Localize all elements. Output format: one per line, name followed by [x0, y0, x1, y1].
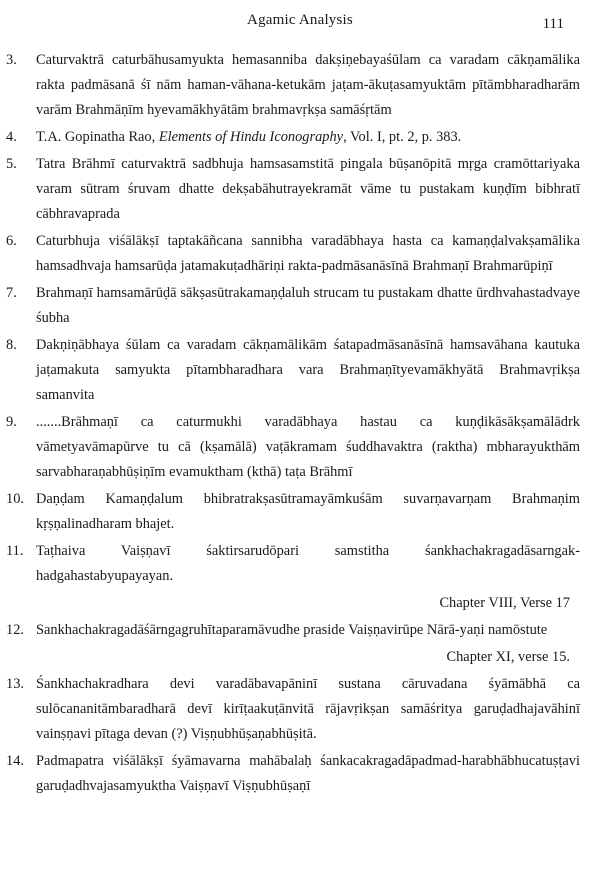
note-number: 3. [6, 52, 17, 68]
book-title: Elements of Hindu Iconography [158, 129, 344, 145]
note-text: .......Brāhmaṇī ca caturmukhi varadābhaya hastau ca kuṇḍikāsākṣamālādrk vāmetyavāmapūrve tu cā (kṣamālā) vaṭākramam śuddhavaktra (raktha) mbharayukthām sarvabharaṇabhūṣiṇīm evamuktham (kthā) taṭa Brāhmī [36, 414, 580, 480]
note-9 [0, 410, 600, 485]
note-text: , Vol. I, pt. 2, p. 383. [343, 129, 462, 145]
chapter-reference: Chapter XI, verse 15. [446, 649, 570, 665]
note-5 [0, 152, 600, 227]
note-11 [0, 539, 600, 589]
note-4 [0, 125, 600, 150]
note-3 [0, 48, 600, 123]
note-number: 10. [6, 491, 24, 507]
note-text: Caturbhuja viśālākṣī taptakāñcana sannibha varadābhaya hasta ca kamaṇḍalvakṣamālika hamsadhvaja hamsarūḍa jatamakuṭadhāriṇi rakta-padmāsanāsīnā Brahmaṇī Brahmarūpiṇī [36, 233, 580, 274]
chapter-reference: Chapter VIII, Verse 17 [439, 595, 570, 611]
page-number: 111 [542, 16, 564, 32]
note-14 [0, 749, 600, 799]
note-text: Padmapatra viśālākṣī śyāmavarna mahābalaḥ śankacakragadāpadmad-harabhābhucatuṣṭavi garuḍadhvajasamyuktha Vaiṣṇavī Viṣṇubhūṣaṇī [36, 753, 580, 794]
note-number: 6. [6, 233, 17, 249]
note-12 [0, 618, 600, 643]
note-text: Śankhachakradhara devi varadābavapāninī sustana cāruvadana śyāmābhā ca sulōcananitāmbaradharā devī kirīṭaakuṭānvitā rājavṛikṣan samāśritya garuḍadhajavāhinī vainṣṇavi pītaga devan (?) Viṣṇubhūṣaṇabhūṣitā. [36, 676, 580, 742]
note-number: 4. [6, 129, 17, 145]
note-text: Dakṇiṇābhaya śūlam ca varadam cākṇamālikām śatapadmāsanāsīnā hamsavāhana kautuka jaṭamakuta samyukta pītambharadhara vara Brahmaṇītyevamākhyātā Brahmavṛikṣa samanvita [36, 337, 580, 403]
running-title: Agamic Analysis [247, 12, 353, 28]
note-number: 5. [6, 156, 17, 172]
note-text: Daṇḍam Kamaṇḍalum bhibratrakṣasūtramayāmkuśām suvarṇavarṇam Brahmaṇim kṛṣṇalinadharam bhajet. [36, 491, 580, 532]
note-text: Brahmaṇī hamsamārūḍā sākṣasūtrakamaṇḍaluh strucam tu pustakam dhatte ūrdhvahastadvaye śubha [36, 285, 580, 326]
note-number: 7. [6, 285, 17, 301]
note-number: 12. [6, 622, 24, 638]
note-number: 11. [6, 543, 24, 559]
note-13 [0, 672, 600, 747]
note-text: Caturvaktrā caturbāhusamyukta hemasanniba dakṣiṇebayaśūlam ca varadam cākṇamālika rakta padmāsanā śī nām haman-vāhana-ketukām jaṭam-ākuṭasamyuktām pītāmbharadharām varām Brahmāṇīm hyevamākhyātām brahmavṛkṣa samāśṛtām [36, 52, 580, 118]
note-number: 14. [6, 753, 24, 769]
note-8 [0, 333, 600, 408]
note-text: Tatra Brāhmī caturvaktrā sadbhuja hamsasamstitā pingala būṣanōpitā mṛga cramōttariyaka varam sūtram śruvam dhatte dekṣabāhutrayekramāt vāme tu pustakam kuṇḍīm bibhratī cābhravaprada [36, 156, 580, 222]
note-7 [0, 281, 600, 331]
note-text: Taṭhaiva Vaiṣṇavī śaktirsarudōpari samstitha śankhachakragadāsarngak-hadgahastabyupayayan. [36, 543, 580, 584]
note-text: T.A. Gopinatha Rao, [36, 129, 159, 145]
note-number: 13. [6, 676, 24, 692]
note-text: Sankhachakragadāśārngagruhītaparamāvudhe praside Vaiṣṇavirūpe Nārā-yaṇi namōstute [36, 622, 548, 638]
page-header [0, 12, 600, 36]
note-number: 8. [6, 337, 17, 353]
note-6 [0, 229, 600, 279]
note-10 [0, 487, 600, 537]
note-number: 9. [6, 414, 17, 430]
endnotes [0, 48, 600, 801]
